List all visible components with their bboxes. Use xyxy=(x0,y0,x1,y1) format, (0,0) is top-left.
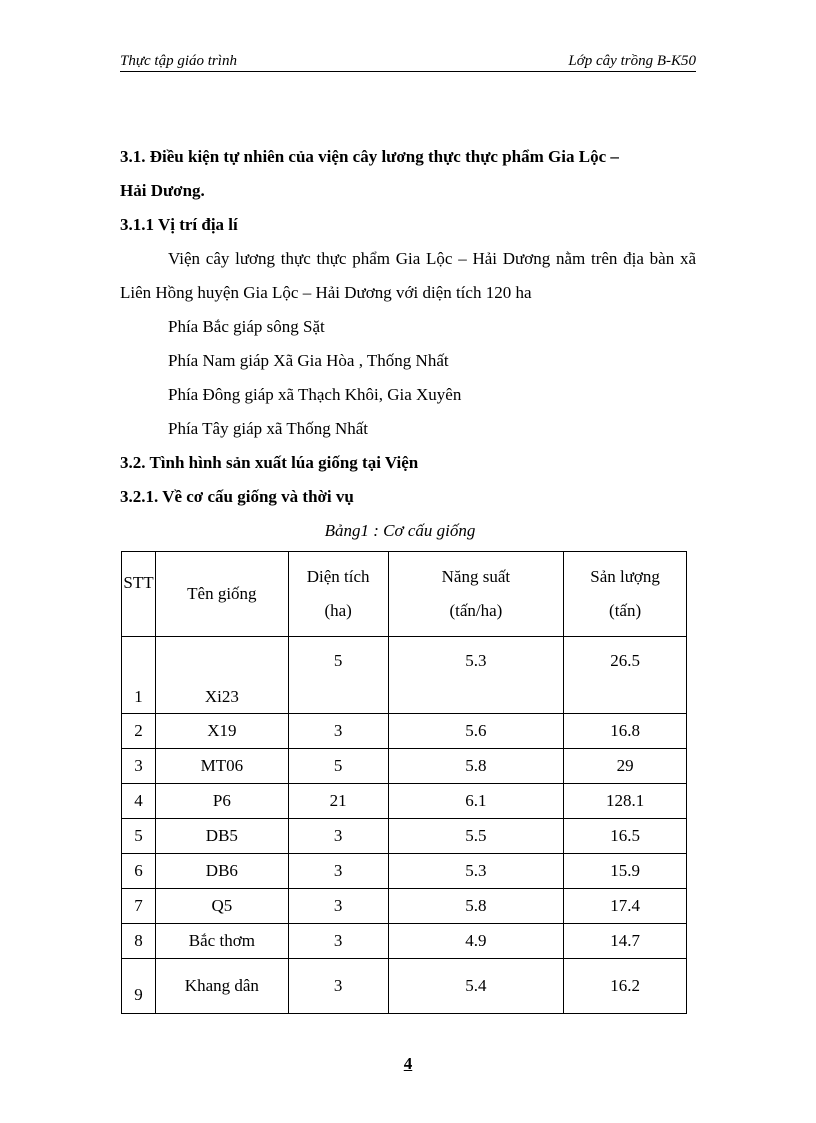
cell-yield: 5.8 xyxy=(388,749,564,784)
section-title-line-2: Hải Dương. xyxy=(120,181,205,200)
cell-area: 5 xyxy=(288,637,388,714)
header-output: Sản lượng (tấn) xyxy=(564,552,687,637)
table-row xyxy=(122,784,687,819)
header-right-text: Lớp cây trồng B-K50 xyxy=(568,53,696,69)
cell-stt: 1 xyxy=(122,637,156,714)
cell-yield: 5.8 xyxy=(388,889,564,924)
border-south: Phía Nam giáp Xã Gia Hòa , Thống Nhất xyxy=(168,351,449,370)
page-content xyxy=(120,140,696,548)
cell-area: 5 xyxy=(288,749,388,784)
cell-variety: P6 xyxy=(155,784,288,819)
table-row xyxy=(122,959,687,1014)
cell-yield: 4.9 xyxy=(388,924,564,959)
cell-output: 16.5 xyxy=(564,819,687,854)
cell-output: 26.5 xyxy=(564,637,687,714)
table-row xyxy=(122,854,687,889)
location-paragraph: Viện cây lương thực thực phẩm Gia Lộc – Hải Dương nằm trên địa bàn xã Liên Hồng huyện Gia Lộc – Hải Dương với diện tích 120 ha xyxy=(120,249,696,302)
section-title-production: 3.2. Tình hình sản xuất lúa giống tại Viện xyxy=(120,453,419,472)
table-row xyxy=(122,819,687,854)
cell-variety: X19 xyxy=(155,714,288,749)
cell-variety: Q5 xyxy=(155,889,288,924)
header-area: Diện tích (ha) xyxy=(288,552,388,637)
cell-stt: 7 xyxy=(122,889,156,924)
subsection-title-structure: 3.2.1. Về cơ cấu giống và thời vụ xyxy=(120,487,354,506)
cell-stt: 9 xyxy=(122,959,156,1014)
cell-stt: 5 xyxy=(122,819,156,854)
cell-output: 15.9 xyxy=(564,854,687,889)
cell-variety: MT06 xyxy=(155,749,288,784)
table-row xyxy=(122,637,687,714)
cell-output: 16.2 xyxy=(564,959,687,1014)
header-variety-name: Tên giống xyxy=(155,552,288,637)
cell-output: 14.7 xyxy=(564,924,687,959)
cell-stt: 8 xyxy=(122,924,156,959)
cell-yield: 6.1 xyxy=(388,784,564,819)
table-header-row xyxy=(122,552,687,637)
header-yield: Năng suất (tấn/ha) xyxy=(388,552,564,637)
cell-yield: 5.6 xyxy=(388,714,564,749)
cell-area: 3 xyxy=(288,924,388,959)
border-east: Phía Đông giáp xã Thạch Khôi, Gia Xuyên xyxy=(168,385,462,404)
cell-output: 128.1 xyxy=(564,784,687,819)
cell-stt: 3 xyxy=(122,749,156,784)
table-row xyxy=(122,889,687,924)
cell-stt: 4 xyxy=(122,784,156,819)
section-title-line-1: 3.1. Điều kiện tự nhiên của viện cây lương thực thực phẩm Gia Lộc – xyxy=(120,147,619,166)
cell-yield: 5.5 xyxy=(388,819,564,854)
page-header xyxy=(120,53,696,72)
cell-area: 21 xyxy=(288,784,388,819)
border-west: Phía Tây giáp xã Thống Nhất xyxy=(168,419,369,438)
cell-area: 3 xyxy=(288,889,388,924)
cell-output: 17.4 xyxy=(564,889,687,924)
cell-yield: 5.3 xyxy=(388,637,564,714)
cell-area: 3 xyxy=(288,714,388,749)
cell-variety: DB5 xyxy=(155,819,288,854)
table-row xyxy=(122,714,687,749)
header-left-text: Thực tập giáo trình xyxy=(120,53,237,69)
cell-stt: 2 xyxy=(122,714,156,749)
page-number: 4 xyxy=(403,1054,413,1073)
cell-variety: Khang dân xyxy=(155,959,288,1014)
cell-stt: 6 xyxy=(122,854,156,889)
cell-yield: 5.4 xyxy=(388,959,564,1014)
border-north: Phía Bắc giáp sông Sặt xyxy=(168,317,325,336)
table-row xyxy=(122,749,687,784)
cell-variety: DB6 xyxy=(155,854,288,889)
table-caption: Bảng1 : Cơ cấu giống xyxy=(324,521,476,540)
cell-output: 29 xyxy=(564,749,687,784)
cell-area: 3 xyxy=(288,819,388,854)
cell-output: 16.8 xyxy=(564,714,687,749)
table-row xyxy=(122,924,687,959)
cell-yield: 5.3 xyxy=(388,854,564,889)
cell-area: 3 xyxy=(288,854,388,889)
cell-variety: Bắc thơm xyxy=(155,924,288,959)
header-stt: STT xyxy=(122,552,156,637)
variety-structure-table xyxy=(121,551,687,1014)
cell-area: 3 xyxy=(288,959,388,1014)
subsection-title-location: 3.1.1 Vị trí địa lí xyxy=(120,215,238,234)
cell-variety: Xi23 xyxy=(155,637,288,714)
